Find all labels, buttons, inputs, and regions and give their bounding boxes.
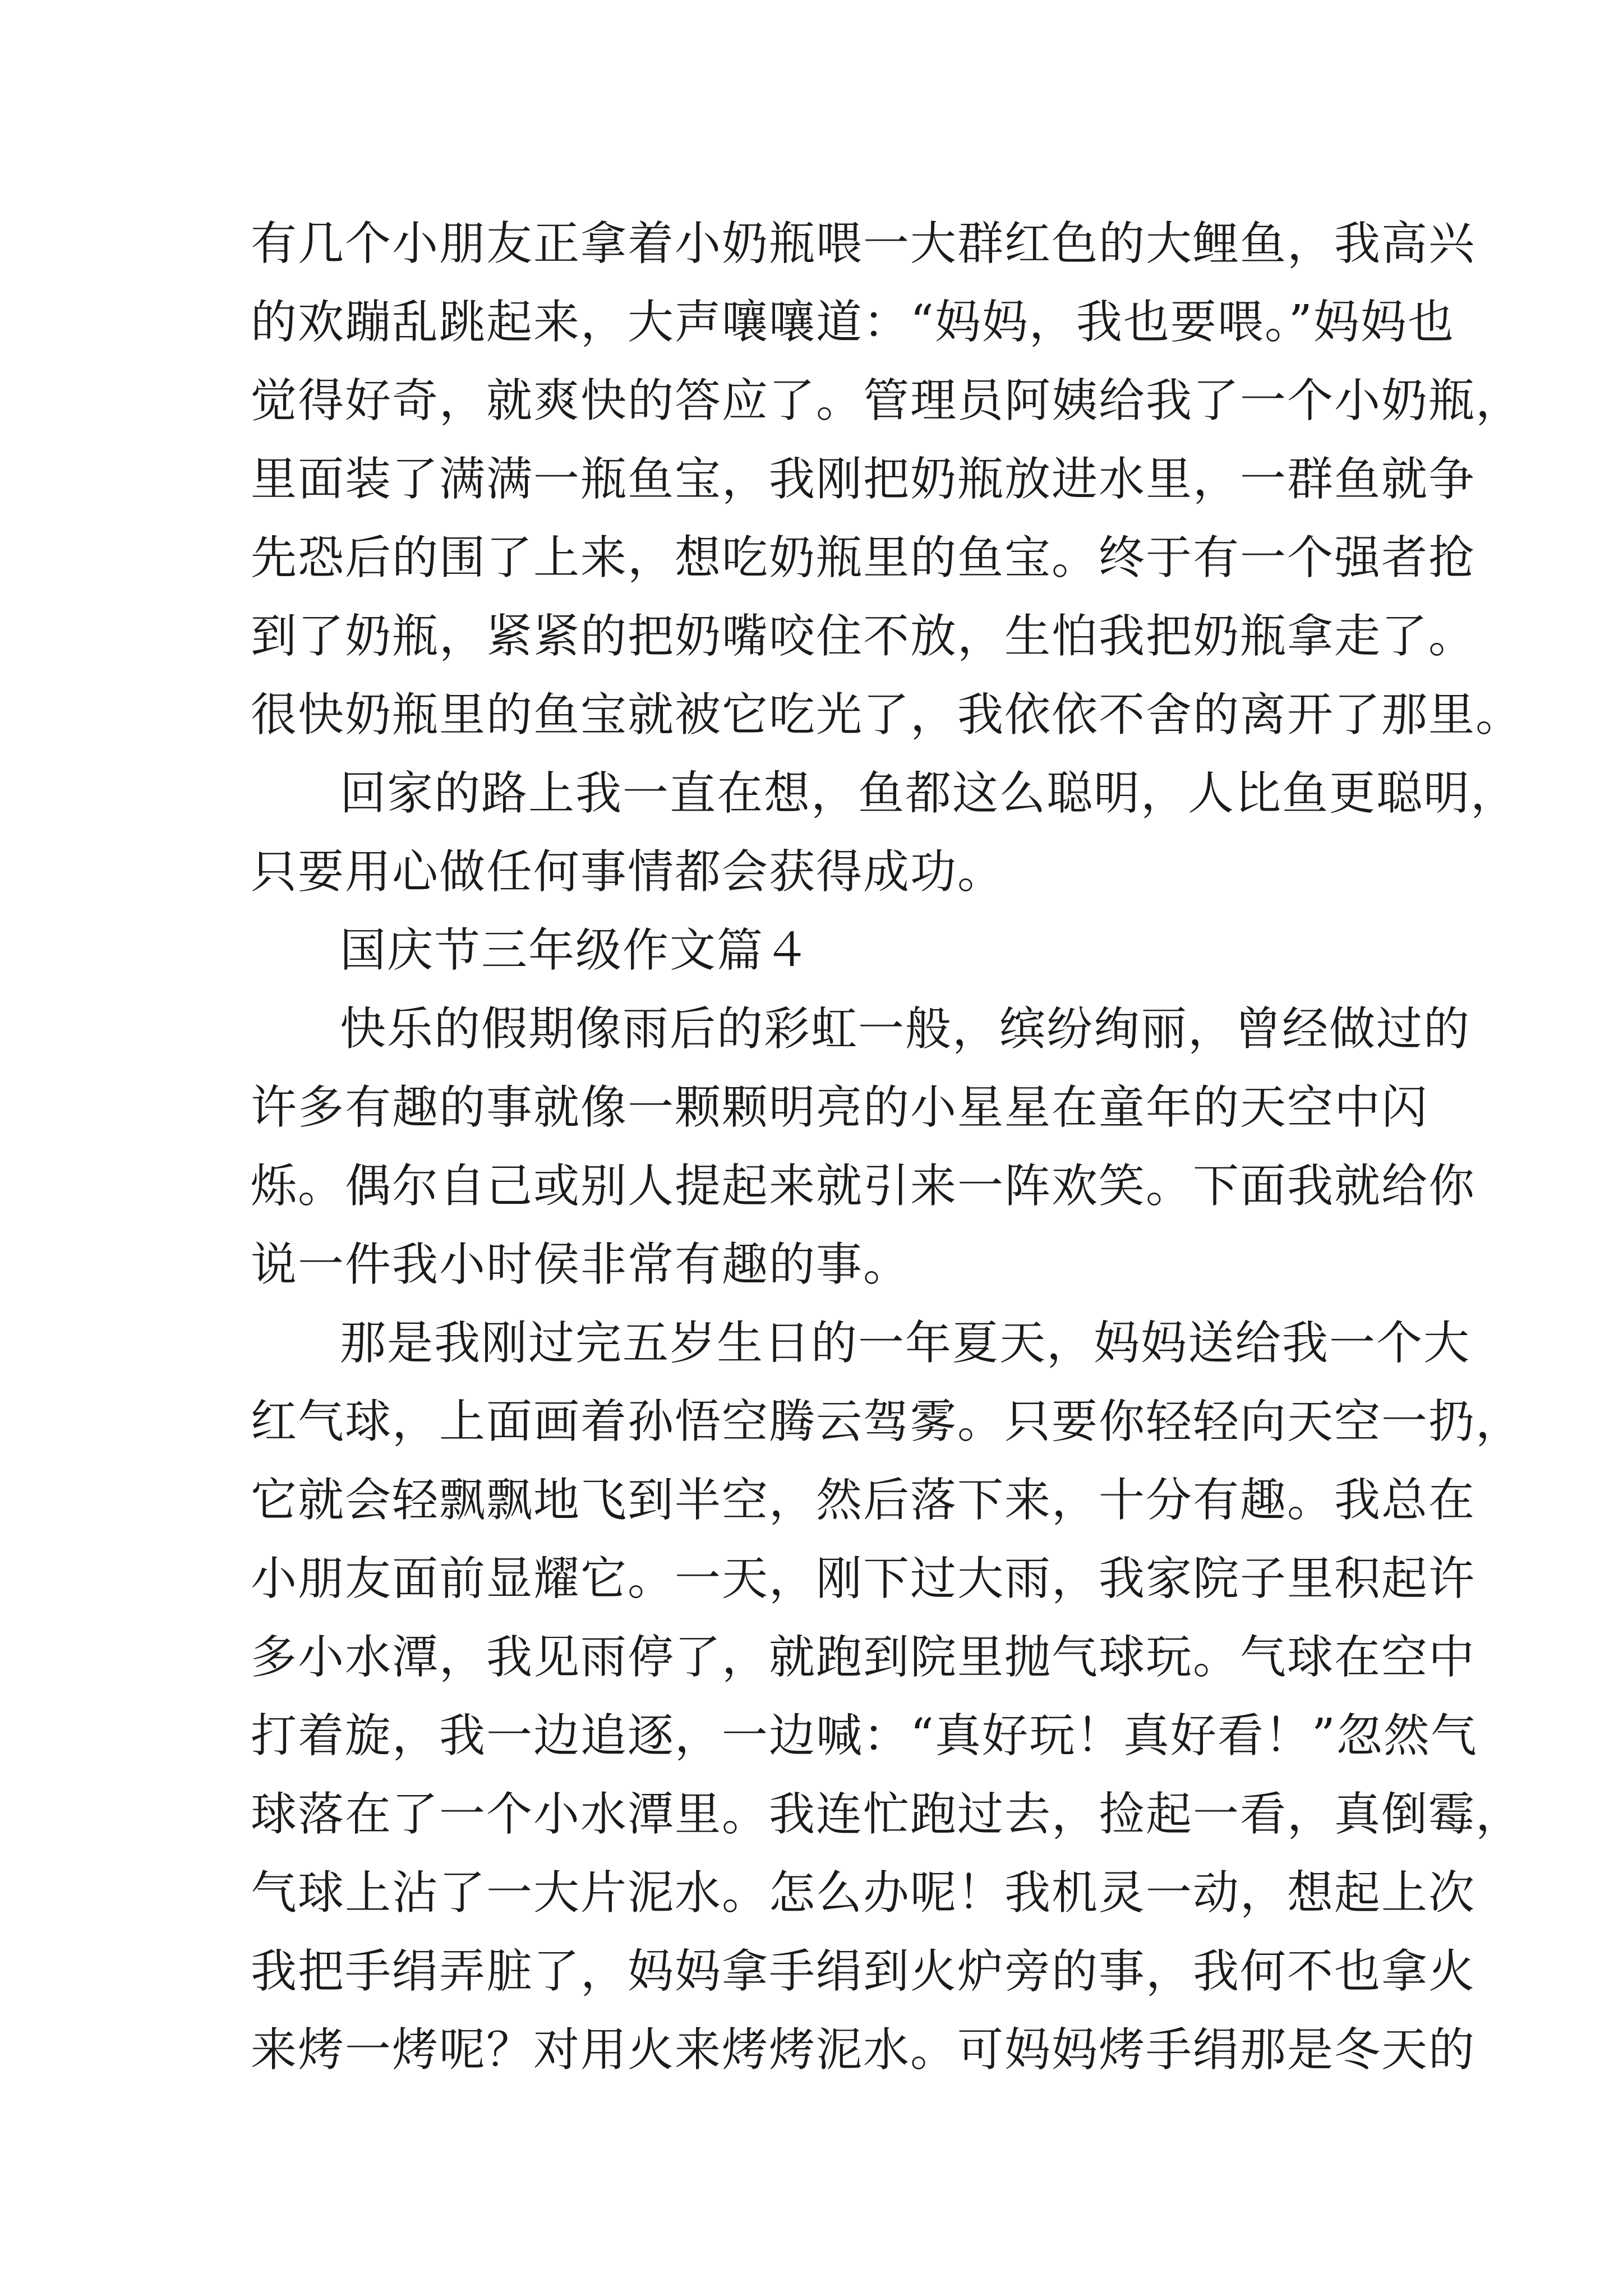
text-line: 的欢蹦乱跳起来，大声嚷嚷道：“妈妈，我也要喂。”妈妈也 <box>251 296 1455 349</box>
paragraph-first-line: 那是我刚过完五岁生日的一年夏天，妈妈送给我一个大 <box>340 1317 1471 1370</box>
text-line: 说一件我小时侯非常有趣的事。 <box>251 1238 911 1291</box>
text-line: 气球上沾了一大片泥水。怎么办呢！我机灵一动，想起上次 <box>251 1866 1476 1920</box>
text-line: 觉得好奇，就爽快的答应了。管理员阿姨给我了一个小奶瓶， <box>251 374 1523 427</box>
text-line: 来烤一烤呢？对用火来烤烤泥水。可妈妈烤手绢那是冬天的 <box>251 2023 1476 2077</box>
text-line: 多小水潭，我见雨停了，就跑到院里抛气球玩。气球在空中 <box>251 1631 1476 1684</box>
text-line: 小朋友面前显耀它。一天，刚下过大雨，我家院子里积起许 <box>251 1552 1476 1605</box>
text-line: 里面装了满满一瓶鱼宝，我刚把奶瓶放进水里，一群鱼就争 <box>251 453 1476 506</box>
text-line: 有几个小朋友正拿着小奶瓶喂一大群红色的大鲤鱼，我高兴 <box>251 217 1476 270</box>
text-line: 先恐后的围了上来，想吃奶瓶里的鱼宝。终于有一个强者抢 <box>251 531 1476 585</box>
text-line: 球落在了一个小水潭里。我连忙跑过去，捡起一看，真倒霉， <box>251 1788 1523 1841</box>
paragraph-first-line: 快乐的假期像雨后的彩虹一般，缤纷绚丽，曾经做过的 <box>340 1002 1471 1056</box>
section-heading: 国庆节三年级作文篇４ <box>340 924 811 977</box>
text-line: 它就会轻飘飘地飞到半空，然后落下来，十分有趣。我总在 <box>251 1474 1476 1527</box>
paragraph-first-line: 回家的路上我一直在想，鱼都这么聪明，人比鱼更聪明， <box>340 767 1518 820</box>
text-line: 到了奶瓶，紧紧的把奶嘴咬住不放，生怕我把奶瓶拿走了。 <box>251 610 1476 663</box>
text-line: 红气球，上面画着孙悟空腾云驾雾。只要你轻轻向天空一扔， <box>251 1395 1523 1448</box>
text-line: 我把手绢弄脏了，妈妈拿手绢到火炉旁的事，我何不也拿火 <box>251 1945 1476 1998</box>
text-line: 烁。偶尔自己或别人提起来就引来一阵欢笑。下面我就给你 <box>251 1159 1476 1213</box>
text-line: 只要用心做任何事情都会获得成功。 <box>251 845 1005 899</box>
text-line: 许多有趣的事就像一颗颗明亮的小星星在童年的天空中闪 <box>251 1081 1429 1134</box>
text-line: 很快奶瓶里的鱼宝就被它吃光了，我依依不舍的离开了那里。 <box>251 688 1523 742</box>
text-line: 打着旋，我一边追逐，一边喊：“真好玩！真好看！”忽然气 <box>251 1709 1478 1763</box>
